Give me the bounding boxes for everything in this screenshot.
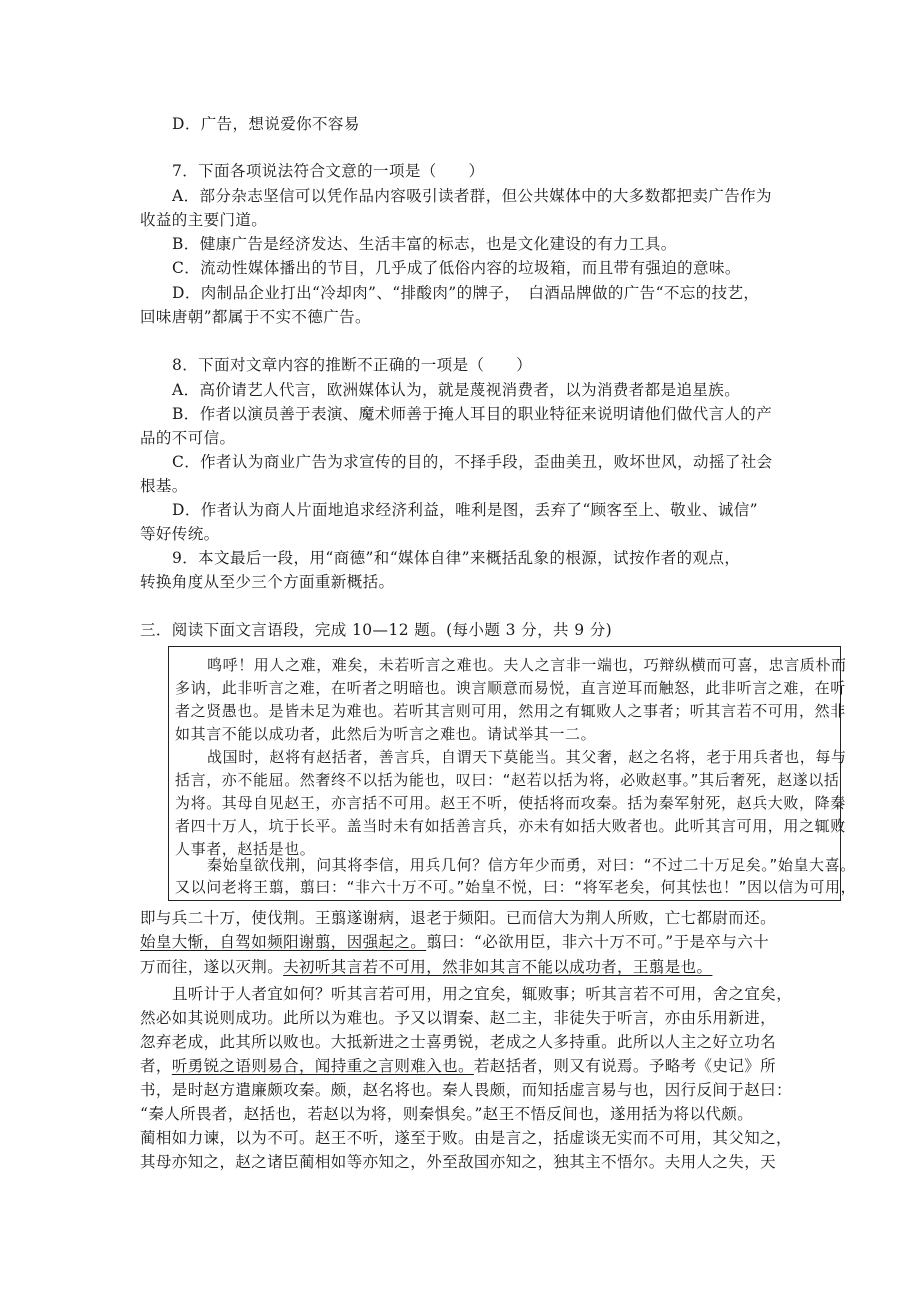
q6-option-d: D．广告，想说爱你不容易 — [172, 115, 360, 133]
para1-line — [140, 931, 769, 953]
q8-option-c-cont: 根基。 — [140, 477, 188, 495]
q8-stem: 8．下面对文章内容的推断不正确的一项是（ ） — [172, 356, 533, 374]
q8-option-a: A．高价请艺人代言，欧洲媒体认为，就是蔑视消费者，以为消费者都是追星族。 — [172, 381, 741, 399]
para2-text: 若赵括者，则又有说焉。予略考《史记》所 — [473, 1057, 777, 1075]
boxed-line: 括言，亦不能屈。然奢终不以括为能也，叹曰：“赵若以括为将，必败赵事。”其后奢死，赵遂以括 — [175, 771, 840, 789]
underlined-sentence: 夫初听其言若不可用，然非如其言不能以成功者，王翦是也。 — [283, 958, 713, 976]
para2-line: 书，是时赵方遣廉颇攻秦。颇，赵名将也。秦人畏颇，而知括虚言易与也，因行反间于赵曰： — [140, 1081, 792, 1099]
q7-option-b: B．健康广告是经济发达、生活丰富的标志，也是文化建设的有力工具。 — [172, 235, 677, 253]
boxed-line: 人事者，赵括是也。 — [175, 840, 316, 858]
boxed-line: 战国时，赵将有赵括者，善言兵，自谓天下莫能当。其父奢，赵之名将，老于用兵者也，每与 — [207, 748, 847, 766]
q9-stem-cont: 转换角度从至少三个方面重新概括。 — [140, 573, 395, 591]
q7-option-d-cont: 回味唐朝”都属于不实不德广告。 — [140, 308, 371, 326]
boxed-line: 者之贤愚也。是皆未足为难也。若听其言则可用，然用之有辄败人之事者；听其言若不可用，然非 — [175, 702, 846, 720]
q8-option-b: B．作者以演员善于表演、魔术师善于掩人耳目的职业特征来说明请他们做代言人的产 — [172, 405, 773, 423]
boxed-line: 为将。其母自见赵王，亦言括不可用。赵王不听，使括将而攻秦。括为秦军射死，赵兵大败，降秦 — [175, 794, 846, 812]
q7-option-a-cont: 收益的主要门道。 — [140, 211, 268, 229]
boxed-line: 如其言不能以成功者，此然后为听言之难也。请试举其一二。 — [175, 725, 597, 743]
boxed-line: 鸣呼！用人之难，难矣，未若听言之难也。夫人之言非一端也，巧辩纵横而可喜，忠言质朴而 — [207, 656, 847, 674]
q7-stem: 7．下面各项说法符合文意的一项是（ ） — [172, 162, 485, 180]
para1-text: 翦曰：“必欲用臣，非六十万不可。”于是卒与六十 — [426, 933, 770, 951]
underlined-sentence: 始皇大惭，自驾如频阳谢翦，因强起之。 — [140, 933, 427, 951]
boxed-line: 者四十万人，坑于长平。盖当时未有如括善言兵，亦未有如括大败者也。此听其言可用，用之辄败 — [175, 817, 846, 835]
q8-option-b-cont: 品的不可信。 — [140, 429, 236, 447]
para2-line: 然必如其说则成功。此所以为难也。予又以谓秦、赵二主，非徒失于听言，亦由乐用新进， — [140, 1009, 777, 1027]
q8-option-d-cont: 等好传统。 — [140, 525, 220, 543]
underlined-sentence: 听勇锐之语则易合，闻持重之言则难入也。 — [171, 1057, 474, 1075]
para1-text: 万而往，遂以灭荆。 — [140, 958, 284, 976]
para2-text: 者， — [140, 1057, 172, 1075]
para2-line: 其母亦知之，赵之诸臣蔺相如等亦知之，外至敌国亦知之，独其主不悟尔。夫用人之失，天 — [140, 1153, 777, 1171]
classical-text-box — [168, 646, 857, 901]
para1-line: 即与兵二十万，使伐荆。王翦遂谢病，退老于频阳。已而信大为荆人所败，亡七都尉而还。 — [140, 909, 777, 927]
para2-line: 忽弃老成，此其所以败也。大抵新进之士喜勇锐，老成之人多持重。此所以人主之好立功名 — [140, 1033, 777, 1051]
q8-option-d: D．作者认为商人片面地追求经济利益，唯利是图，丢弃了“顾客至上、敬业、诚信” — [172, 501, 758, 519]
boxed-line: 多讷，此非听言之难，在听者之明暗也。谀言顺意而易悦，直言逆耳而触怒，此非听言之难，在听 — [175, 679, 846, 697]
para2-line: 蔺相如力谏，以为不可。赵王不听，遂至于败。由是言之，括虚谈无实而不可用，其父知之， — [140, 1129, 792, 1147]
q8-option-c: C．作者认为商业广告为求宣传的目的，不择手段，歪曲美丑，败坏世风，动摇了社会 — [172, 453, 773, 471]
boxed-line: 又以问老将王翦，翦曰：“非六十万不可。”始皇不悦，曰：“将军老矣，何其怯也！”因以信为可用， — [175, 878, 857, 896]
section-3-title: 三．阅读下面文言语段，完成 10—12 题。(每小题 3 分，共 9 分) — [140, 621, 613, 639]
q7-option-c: C．流动性媒体播出的节目，几乎成了低俗内容的垃圾箱，而且带有强迫的意味。 — [172, 259, 741, 277]
q7-option-a: A．部分杂志坚信可以凭作品内容吸引读者群，但公共媒体中的大多数都把卖广告作为 — [172, 187, 772, 205]
q7-option-d: D．肉制品企业打出“冷却肉”、“排酸肉”的牌子， 白酒品牌做的广告“不忘的技艺， — [172, 284, 760, 302]
para2-line: “秦人所畏者，赵括也，若赵以为将，则秦惧矣。”赵王不悟反间也，遂用括为将以代颇。 — [140, 1105, 754, 1123]
para2-line — [140, 1055, 776, 1077]
para2-line: 且听计于人者宜如何？听其言若可用，用之宜矣，辄败事；听其言若不可用，舍之宜矣， — [172, 985, 793, 1003]
q9-stem: 9．本文最后一段，用“商德”和“媒体自律”来概括乱象的根源，试按作者的观点， — [172, 549, 741, 567]
para1-line — [140, 956, 712, 978]
boxed-line: 秦始皇欲伐荆，问其将李信，用兵几何？信方年少而勇，对曰：“不过二十万足矣。”始皇大喜。 — [207, 856, 856, 874]
